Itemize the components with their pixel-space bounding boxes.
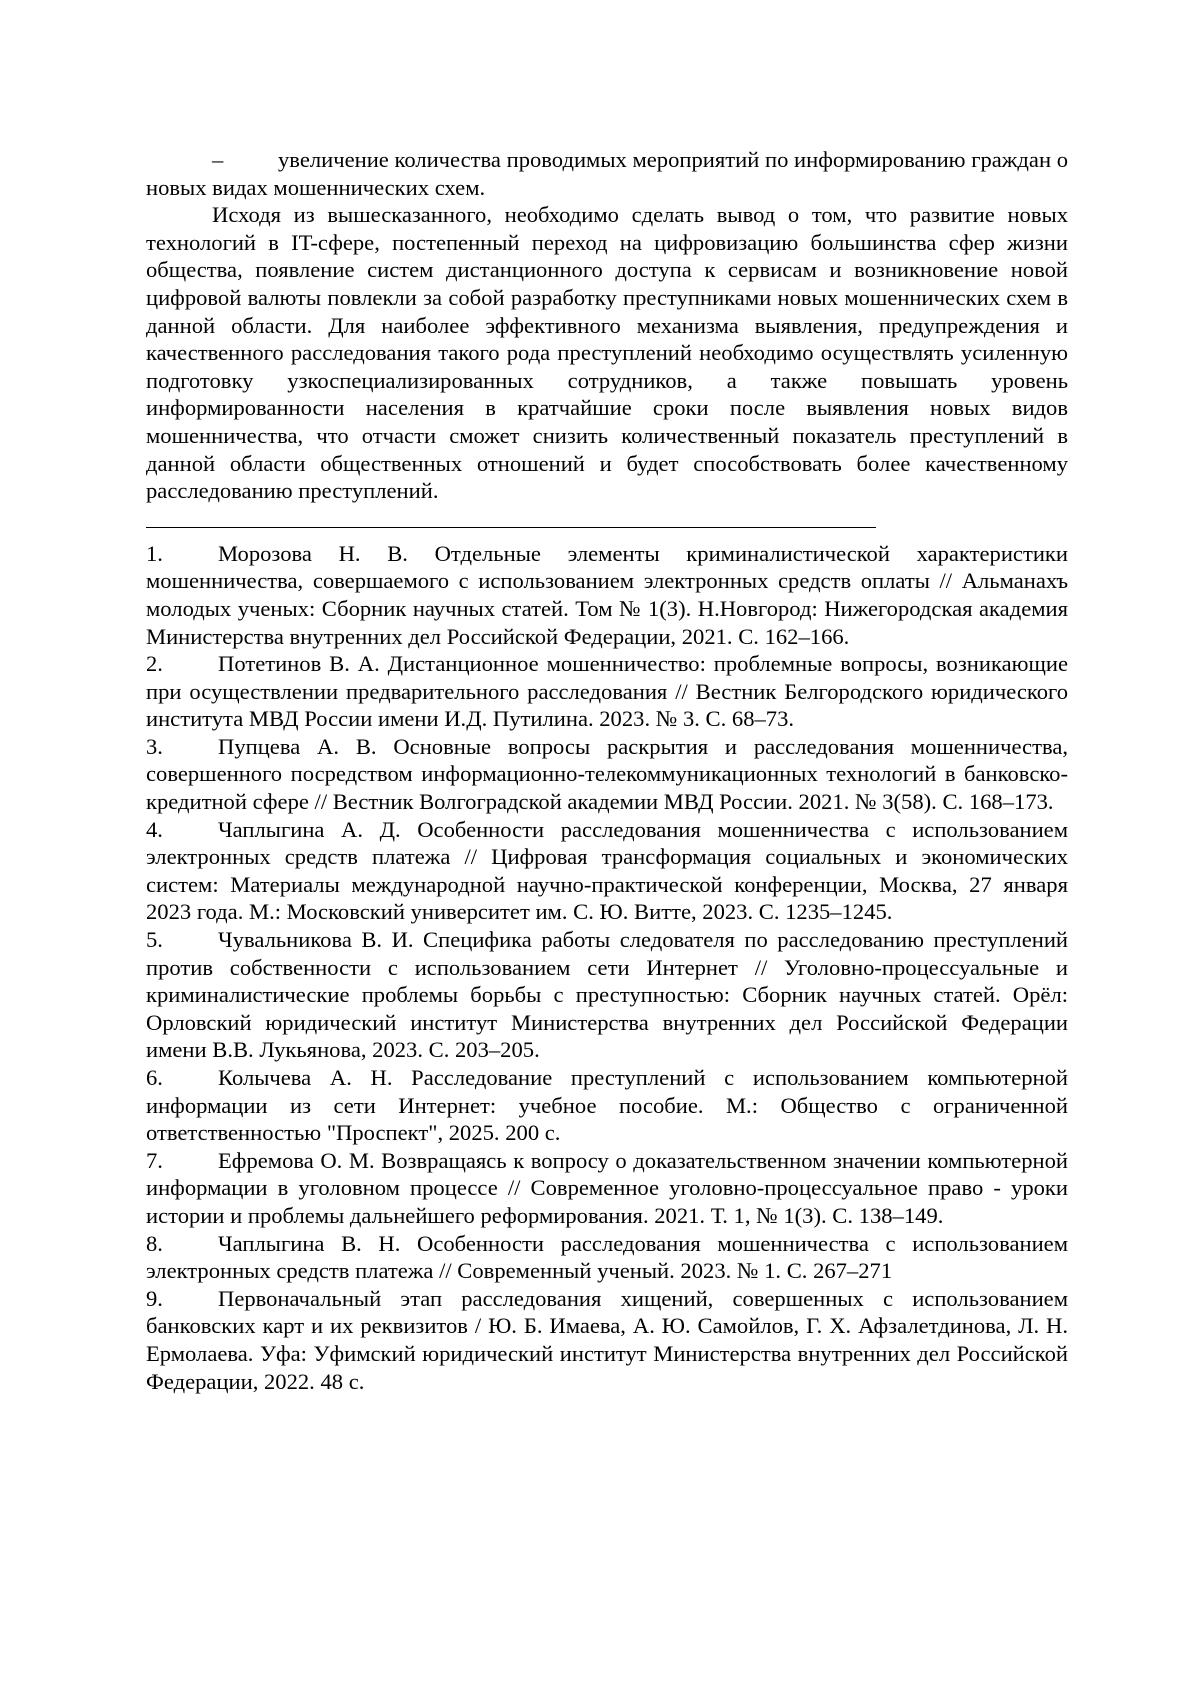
reference-list [146, 540, 1068, 1395]
reference-text: Первоначальный этап расследования хищений, совершенных с использованием банковских карт и их реквизитов / Ю. Б. Имаева, А. Ю. Самойлов, Г. Х. Афзалетдинова, Л. Н. Ермолаева. Уфа: Уфимский юридический институт Министерства внутренних дел Российской Федерации, 2022. 48 с. [146, 1285, 1068, 1394]
reference-number: 2. [146, 651, 163, 677]
reference-item [146, 816, 1068, 926]
reference-item [146, 1285, 1068, 1395]
reference-number: 5. [146, 927, 163, 953]
bullet-text: увеличение количества проводимых мероприятий по информированию граждан о новых видах мошеннических схем. [146, 147, 1068, 200]
reference-text: Чувальникова В. И. Специфика работы следователя по расследованию преступлений против собственности с использованием сети Интернет // Уголовно-процессуальные и криминалистические проблемы борьбы с преступностью: Сборник научных статей. Орёл: Орловский юридический институт Министерства внутренних дел Российской Федерации имени В.В. Лукьянова, 2023. С. 203–205. [146, 927, 1068, 1063]
reference-text: Чаплыгина А. Д. Особенности расследования мошенничества с использованием электронных средств платежа // Цифровая трансформация социальных и экономических систем: Материалы международной научно-практической конференции, Москва, 27 января 2023 года. М.: Московский университет им. С. Ю. Витте, 2023. С. 1235–1245. [146, 816, 1068, 925]
reference-item [146, 1147, 1068, 1230]
bullet-marker: – [212, 147, 224, 172]
reference-number: 9. [146, 1285, 163, 1311]
reference-item [146, 1230, 1068, 1285]
reference-text: Потетинов В. А. Дистанционное мошенничество: проблемные вопросы, возникающие при осуществлении предварительного расследования // Вестник Белгородского юридического института МВД России имени И.Д. Путилина. 2023. № 3. С. 68–73. [146, 651, 1068, 732]
reference-text: Колычева А. Н. Расследование преступлений с использованием компьютерной информации из сети Интернет: учебное пособие. М.: Общество с ограниченной ответственностью "Проспект", 2025. 200 с. [146, 1065, 1068, 1146]
bullet-item [146, 146, 1068, 201]
reference-text: Морозова Н. В. Отдельные элементы криминалистической характеристики мошенничества, совершаемого с использованием электронных средств оплаты // Альманахъ молодых ученых: Сборник научных статей. Том № 1(3). Н.Новгород: Нижегородская академия Министерства внутренних дел Российской Федерации, 2021. С. 162–166. [146, 540, 1068, 649]
reference-item [146, 926, 1068, 1064]
reference-number: 6. [146, 1065, 163, 1090]
reference-text: Ефремова О. М. Возвращаясь к вопросу о доказательственном значении компьютерной информации в уголовном процессе // Современное уголовно-процессуальное право - уроки истории и проблемы дальнейшего реформирования. 2021. Т. 1, № 1(3). С. 138–149. [146, 1147, 1068, 1228]
reference-item [146, 1064, 1068, 1147]
reference-number: 4. [146, 816, 163, 842]
reference-number: 8. [146, 1230, 163, 1256]
reference-text: Чаплыгина В. Н. Особенности расследования мошенничества с использованием электронных средств платежа // Современный ученый. 2023. № 1. С. 267–271 [146, 1230, 1068, 1284]
conclusion-paragraph: Исходя из вышесказанного, необходимо сделать вывод о том, что развитие новых технологий в IT-сфере, постепенный переход на цифровизацию большинства сфер жизни общества, появление систем дистанционного доступа к сервисам и возникновение новой цифровой валюты повлекли за собой разработку преступниками новых мошеннических схем в данной области. Для наиболее эффективного механизма выявления, предупреждения и качественного расследования такого рода преступлений необходимо осуществлять усиленную подготовку узкоспециализированных сотрудников, а также повышать уровень информированности населения в кратчайшие сроки после выявления новых видов мошенничества, что отчасти сможет снизить количественный показатель преступлений в данной области общественных отношений и будет способствовать более качественному расследованию преступлений. [146, 202, 1068, 504]
reference-item [146, 733, 1068, 816]
reference-text: Пупцева А. В. Основные вопросы раскрытия и расследования мошенничества, совершенного посредством информационно-телекоммуникационных технологий в банковско-кредитной сфере // Вестник Волгоградской академии МВД России. 2021. № 3(58). С. 168–173. [146, 733, 1068, 815]
reference-item [146, 650, 1068, 733]
reference-number: 3. [146, 733, 163, 759]
document-page [146, 146, 1068, 1395]
reference-number: 1. [146, 540, 163, 566]
reference-number: 7. [146, 1147, 163, 1173]
footnote-separator [146, 527, 876, 528]
reference-item [146, 540, 1068, 650]
